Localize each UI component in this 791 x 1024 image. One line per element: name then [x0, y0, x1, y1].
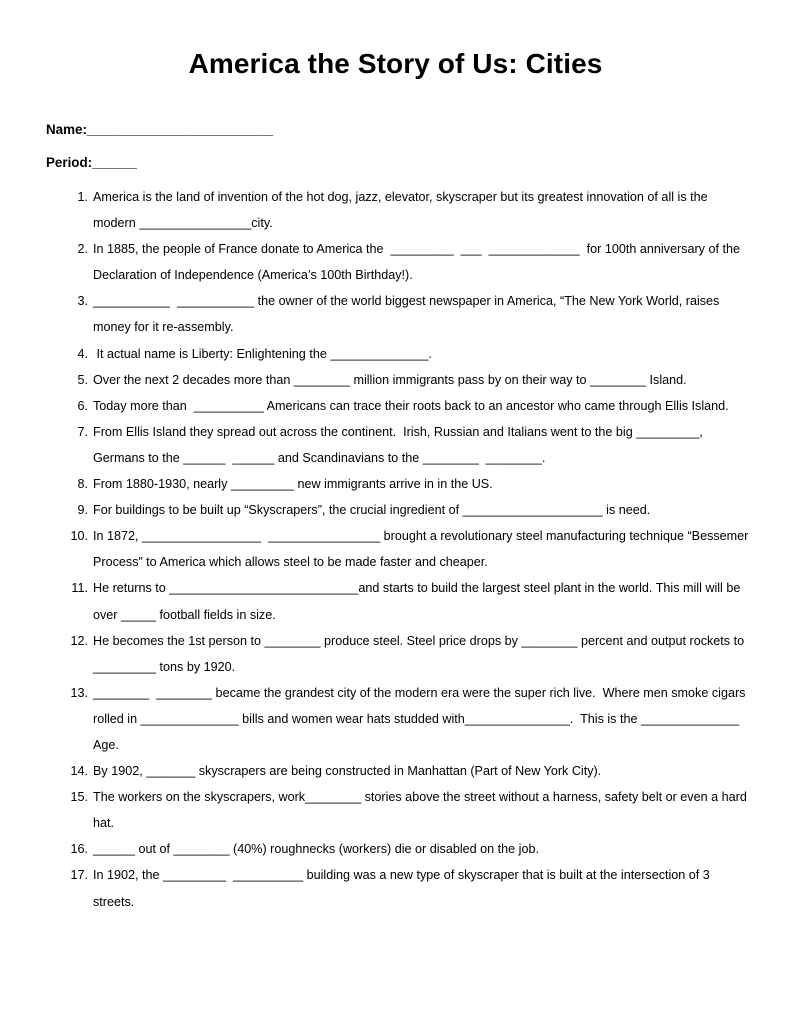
- period-field: Period:______: [46, 155, 137, 170]
- question-item: [0, 236, 791, 288]
- question-item: [0, 680, 791, 758]
- question-text: In 1885, the people of France donate to America the _________ ___ _____________ for 100th anniversary of the Declaration of Independence (America’s 100th Birthday!).: [93, 242, 744, 283]
- question-text: Today more than __________ Americans can trace their roots back to an ancestor who came through Ellis Island.: [93, 398, 729, 413]
- question-item: [0, 836, 791, 862]
- question-text: He returns to ___________________________and starts to build the largest steel plant in the world. This mill will be over _____ football fields in size.: [93, 581, 744, 622]
- question-item: [0, 288, 791, 340]
- question-text: America is the land of invention of the hot dog, jazz, elevator, skyscraper but its greatest innovation of all is the modern ________________city.: [93, 190, 712, 231]
- question-text: By 1902, _______ skyscrapers are being constructed in Manhattan (Part of New York City).: [93, 764, 602, 779]
- question-text: For buildings to be built up “Skyscrapers”, the crucial ingredient of ____________________ is need.: [93, 503, 651, 518]
- question-text: ______ out of ________ (40%) roughnecks (workers) die or disabled on the job.: [93, 842, 539, 857]
- question-item: [0, 784, 791, 836]
- question-item: [0, 523, 791, 575]
- question-item: [0, 367, 791, 393]
- question-item: [0, 758, 791, 784]
- question-item: [0, 862, 791, 914]
- question-number: 2.: [77, 242, 88, 257]
- question-number: 4.: [77, 346, 88, 361]
- question-text: ___________ ___________ the owner of the world biggest newspaper in America, “The New York World, raises money for it re-assembly.: [93, 294, 723, 335]
- question-number: 1.: [77, 190, 88, 204]
- question-text: Over the next 2 decades more than ________ million immigrants pass by on their way to ________ Island.: [93, 372, 687, 387]
- name-field: Name:_________________________: [46, 122, 274, 137]
- question-text: In 1902, the _________ __________ building was a new type of skyscraper that is built at the intersection of 3 streets.: [93, 868, 714, 909]
- question-number: 9.: [77, 503, 88, 518]
- question-number: 12.: [70, 633, 88, 648]
- question-number: 16.: [70, 842, 88, 857]
- question-number: 8.: [77, 477, 88, 492]
- question-item: [0, 471, 791, 497]
- question-item: [0, 497, 791, 523]
- question-number: 14.: [70, 764, 88, 779]
- question-text: The workers on the skyscrapers, work________ stories above the street without a harness, safety belt or even a hard hat.: [93, 790, 751, 831]
- question-item: [0, 184, 791, 236]
- question-number: 3.: [77, 294, 88, 309]
- question-number: 5.: [77, 372, 88, 387]
- page-title: America the Story of Us: Cities: [188, 48, 603, 79]
- question-text: From Ellis Island they spread out across the continent. Irish, Russian and Italians went to the big _________, Germans to the ______ ______ and Scandinavians to the ________ ________.: [93, 424, 707, 465]
- question-number: 6.: [77, 398, 88, 413]
- question-text: It actual name is Liberty: Enlightening the ______________.: [93, 346, 432, 361]
- question-number: 15.: [70, 790, 88, 805]
- question-number: 10.: [70, 529, 88, 544]
- question-text: He becomes the 1st person to ________ produce steel. Steel price drops by ________ percent and output rockets to _________ tons by 1920.: [93, 633, 748, 674]
- question-list: [0, 184, 791, 915]
- question-item: [0, 393, 791, 419]
- question-text: In 1872, _________________ ________________ brought a revolutionary steel manufacturing technique “Bessemer Process” to America which allows steel to be made faster and cheaper.: [93, 529, 752, 570]
- question-item: [0, 341, 791, 367]
- question-number: 13.: [70, 685, 88, 700]
- question-text: From 1880-1930, nearly _________ new immigrants arrive in in the US.: [93, 477, 493, 492]
- question-text: ________ ________ became the grandest city of the modern era were the super rich live. Where men smoke cigars rolled in ______________ bills and women wear hats studded with_______________. This is the ______________ Age.: [93, 685, 749, 752]
- question-item: [0, 575, 791, 627]
- question-number: 7.: [77, 424, 88, 439]
- question-number: 11.: [71, 581, 88, 596]
- question-item: [0, 628, 791, 680]
- question-number: 17.: [70, 868, 88, 883]
- question-item: [0, 419, 791, 471]
